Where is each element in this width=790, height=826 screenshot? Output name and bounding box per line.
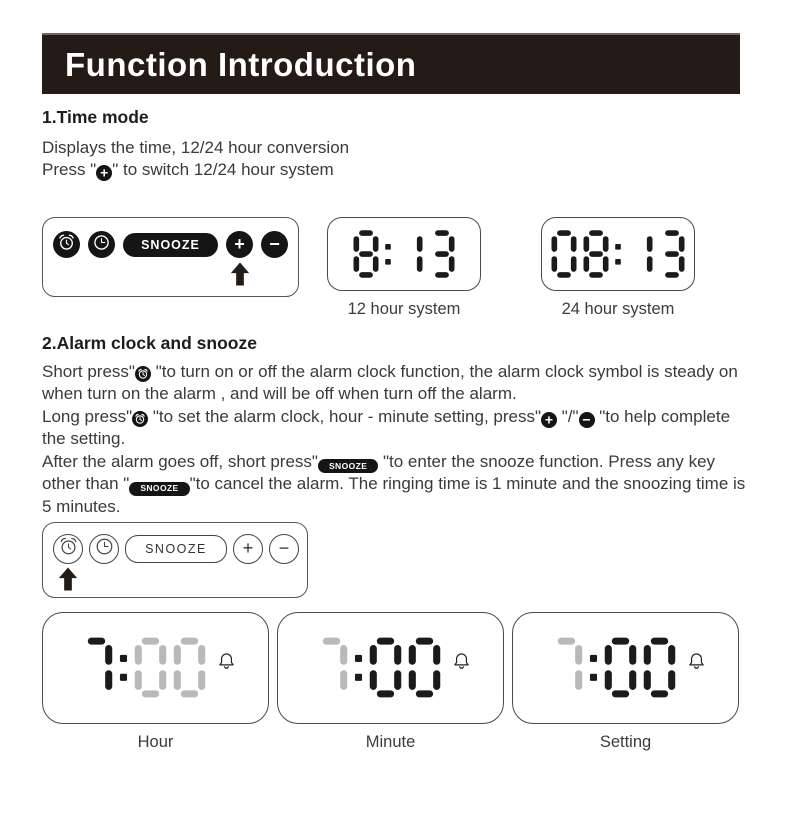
alarm-button [53,231,80,258]
paragraph-short-press: Short press" "to turn on or off the alarm clock function, the alarm clock symbol is steady on when turn on the alarm , and will be off when turn off the alarm. [42,362,738,404]
time-button [88,231,115,258]
snooze-pill-icon: SNOOZE [318,459,378,473]
minus-icon: − [278,537,290,558]
plus-button [226,231,253,258]
time-mode-illustration [42,217,748,319]
button-panel-filled [42,217,299,297]
section-1-line-2: Press " + " to switch 12/24 hour system [42,160,334,181]
alarm-clock-icon [58,536,79,562]
page-title: Function Introduction [65,45,417,83]
segment-digits [312,636,444,699]
manual-page [0,33,790,826]
segment-digits [77,636,209,699]
alarm-button [53,534,83,564]
display-caption-hour: Hour [137,732,174,751]
clock-display-hour [42,612,269,724]
clock-display-setting [512,612,739,724]
paragraph-snooze: After the alarm goes off, short press" SNOOZE "to enter the snooze function. Press any key other than " SNOOZE "to cancel the alarm. The ringing time is 1 minute and the snoozing time is 5 minutes. [42,451,746,517]
bell-icon [453,652,470,671]
display-caption-minute: Minute [365,732,416,751]
segment-digits [548,229,688,279]
section-1-line-1: Displays the time, 12/24 hour conversion [42,138,350,157]
display-caption-24h: 24 hour system [561,300,675,318]
minus-icon: − [579,412,595,428]
display-caption-setting: Setting [599,732,652,751]
page-title-bar [42,33,740,94]
segment-digits [547,636,679,699]
bell-icon [688,652,705,671]
minus-button [261,231,288,258]
section-2-heading: 2.Alarm clock and snooze [42,333,257,353]
snooze-pill-icon: SNOOZE [129,482,189,496]
clock-display-12h [327,217,481,291]
alarm-clock-icon [57,233,76,257]
display-caption-12h: 12 hour system [347,300,461,318]
arrow-up-icon [229,261,251,292]
time-button [89,534,119,564]
plus-icon: + [541,412,557,428]
minus-button [269,534,299,564]
clock-display-minute [277,612,504,724]
alarm-clock-icon [132,411,148,427]
paragraph-long-press: Long press" "to set the alarm clock, hour - minute setting, press" + "/" − "to help complete the setting. [42,406,731,449]
clock-icon [92,233,111,257]
clock-display-24h [541,217,695,291]
minus-icon: − [269,233,280,254]
alarm-instructions [42,361,748,519]
snooze-button: SNOOZE [123,233,218,257]
arrow-up-icon [57,566,79,597]
plus-icon: + [234,233,245,254]
plus-icon: + [96,165,112,181]
segment-digits [350,229,458,279]
plus-button [233,534,263,564]
alarm-setting-illustration [42,612,739,752]
alarm-clock-icon [135,366,151,382]
section-1-heading: 1.Time mode [42,107,149,127]
clock-icon [94,536,115,562]
plus-icon: + [242,537,254,558]
button-panel-outline [42,522,308,598]
bell-icon [218,652,235,671]
snooze-button: SNOOZE [125,535,227,563]
